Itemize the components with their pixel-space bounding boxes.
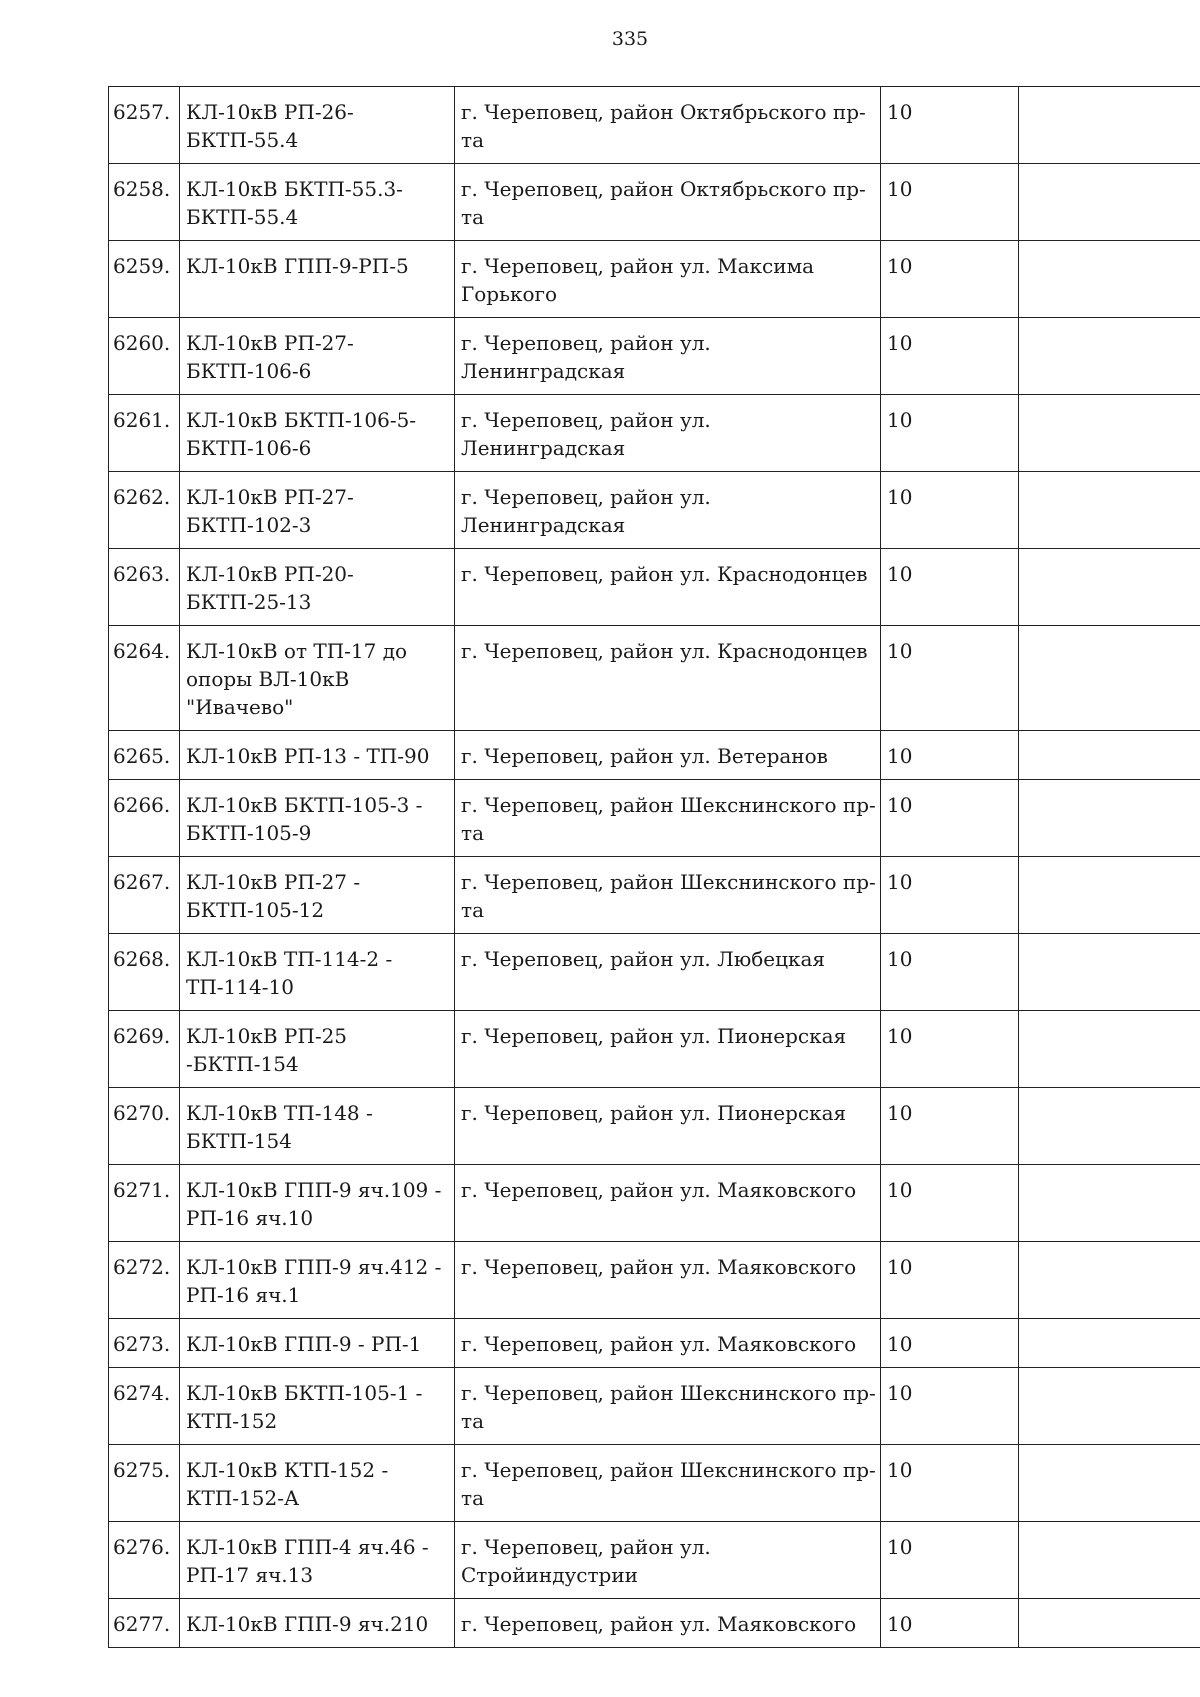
- line-location: г. Череповец, район ул. Ленинградская: [455, 395, 881, 472]
- table-row: [109, 164, 1200, 241]
- line-extra: [1019, 87, 1200, 164]
- line-name: КЛ-10кВ ГПП-9 - РП-1: [180, 1319, 455, 1368]
- line-voltage: 10: [881, 1165, 1019, 1242]
- table-row: [109, 1011, 1200, 1088]
- table-row: [109, 1599, 1200, 1648]
- line-location: г. Череповец, район ул. Пионерская: [455, 1088, 881, 1165]
- table-row: [109, 241, 1200, 318]
- line-name: КЛ-10кВ БКТП-55.3-БКТП-55.4: [180, 164, 455, 241]
- line-location: г. Череповец, район ул. Краснодонцев: [455, 549, 881, 626]
- row-number: 6260.: [109, 318, 180, 395]
- line-extra: [1019, 1165, 1200, 1242]
- line-location: г. Череповец, район ул. Любецкая: [455, 934, 881, 1011]
- line-voltage: 10: [881, 395, 1019, 472]
- line-location: г. Череповец, район ул. Маяковского: [455, 1242, 881, 1319]
- table-row: [109, 395, 1200, 472]
- line-name: КЛ-10кВ ГПП-9-РП-5: [180, 241, 455, 318]
- table-row: [109, 1242, 1200, 1319]
- line-extra: [1019, 1011, 1200, 1088]
- line-extra: [1019, 626, 1200, 731]
- row-number: 6267.: [109, 857, 180, 934]
- line-extra: [1019, 395, 1200, 472]
- table-row: [109, 1368, 1200, 1445]
- line-location: г. Череповец, район ул. Пионерская: [455, 1011, 881, 1088]
- line-extra: [1019, 1242, 1200, 1319]
- table-row: [109, 1445, 1200, 1522]
- line-name: КЛ-10кВ КТП-152 - КТП-152-А: [180, 1445, 455, 1522]
- line-location: г. Череповец, район Октябрьского пр-та: [455, 87, 881, 164]
- registry-table-body: [109, 87, 1200, 1648]
- line-name: КЛ-10кВ РП-20-БКТП-25-13: [180, 549, 455, 626]
- table-row: [109, 1522, 1200, 1599]
- line-name: КЛ-10кВ БКТП-105-3 - БКТП-105-9: [180, 780, 455, 857]
- row-number: 6271.: [109, 1165, 180, 1242]
- line-extra: [1019, 318, 1200, 395]
- line-location: г. Череповец, район Октябрьского пр-та: [455, 164, 881, 241]
- line-name: КЛ-10кВ РП-13 - ТП-90: [180, 731, 455, 780]
- line-extra: [1019, 1522, 1200, 1599]
- line-location: г. Череповец, район ул. Краснодонцев: [455, 626, 881, 731]
- row-number: 6274.: [109, 1368, 180, 1445]
- line-extra: [1019, 1319, 1200, 1368]
- line-voltage: 10: [881, 164, 1019, 241]
- line-extra: [1019, 934, 1200, 1011]
- line-extra: [1019, 1088, 1200, 1165]
- line-extra: [1019, 780, 1200, 857]
- table-row: [109, 1165, 1200, 1242]
- line-voltage: 10: [881, 1368, 1019, 1445]
- line-extra: [1019, 1368, 1200, 1445]
- line-voltage: 10: [881, 626, 1019, 731]
- line-extra: [1019, 241, 1200, 318]
- table-row: [109, 780, 1200, 857]
- page-number: 335: [611, 28, 649, 50]
- line-extra: [1019, 1445, 1200, 1522]
- line-extra: [1019, 164, 1200, 241]
- line-voltage: 10: [881, 1011, 1019, 1088]
- line-voltage: 10: [881, 1522, 1019, 1599]
- line-voltage: 10: [881, 1242, 1019, 1319]
- line-voltage: 10: [881, 549, 1019, 626]
- line-voltage: 10: [881, 87, 1019, 164]
- line-voltage: 10: [881, 1088, 1019, 1165]
- row-number: 6277.: [109, 1599, 180, 1648]
- line-location: г. Череповец, район ул. Ветеранов: [455, 731, 881, 780]
- line-voltage: 10: [881, 934, 1019, 1011]
- line-location: г. Череповец, район ул. Ленинградская: [455, 472, 881, 549]
- line-name: КЛ-10кВ ГПП-4 яч.46 - РП-17 яч.13: [180, 1522, 455, 1599]
- line-location: г. Череповец, район ул. Стройиндустрии: [455, 1522, 881, 1599]
- line-location: г. Череповец, район ул. Маяковского: [455, 1165, 881, 1242]
- line-extra: [1019, 549, 1200, 626]
- line-name: КЛ-10кВ РП-25 -БКТП-154: [180, 1011, 455, 1088]
- line-voltage: 10: [881, 1445, 1019, 1522]
- row-number: 6264.: [109, 626, 180, 731]
- line-name: КЛ-10кВ БКТП-105-1 - КТП-152: [180, 1368, 455, 1445]
- line-voltage: 10: [881, 857, 1019, 934]
- line-name: КЛ-10кВ ТП-148 - БКТП-154: [180, 1088, 455, 1165]
- row-number: 6257.: [109, 87, 180, 164]
- line-name: КЛ-10кВ РП-26-БКТП-55.4: [180, 87, 455, 164]
- table-row: [109, 857, 1200, 934]
- table-row: [109, 1319, 1200, 1368]
- line-name: КЛ-10кВ РП-27 - БКТП-105-12: [180, 857, 455, 934]
- line-extra: [1019, 472, 1200, 549]
- line-location: г. Череповец, район ул. Ленинградская: [455, 318, 881, 395]
- line-location: г. Череповец, район Шекснинского пр-та: [455, 1445, 881, 1522]
- table-row: [109, 472, 1200, 549]
- row-number: 6266.: [109, 780, 180, 857]
- line-voltage: 10: [881, 731, 1019, 780]
- line-voltage: 10: [881, 1319, 1019, 1368]
- line-name: КЛ-10кВ ГПП-9 яч.109 - РП-16 яч.10: [180, 1165, 455, 1242]
- table-row: [109, 549, 1200, 626]
- row-number: 6270.: [109, 1088, 180, 1165]
- line-name: КЛ-10кВ ГПП-9 яч.210: [180, 1599, 455, 1648]
- table-row: [109, 318, 1200, 395]
- line-location: г. Череповец, район ул. Маяковского: [455, 1599, 881, 1648]
- row-number: 6276.: [109, 1522, 180, 1599]
- table-row: [109, 934, 1200, 1011]
- line-voltage: 10: [881, 318, 1019, 395]
- line-location: г. Череповец, район Шекснинского пр-та: [455, 1368, 881, 1445]
- row-number: 6263.: [109, 549, 180, 626]
- line-voltage: 10: [881, 241, 1019, 318]
- row-number: 6261.: [109, 395, 180, 472]
- row-number: 6259.: [109, 241, 180, 318]
- row-number: 6269.: [109, 1011, 180, 1088]
- line-name: КЛ-10кВ БКТП-106-5-БКТП-106-6: [180, 395, 455, 472]
- table-row: [109, 626, 1200, 731]
- line-extra: [1019, 857, 1200, 934]
- table-row: [109, 87, 1200, 164]
- line-name: КЛ-10кВ РП-27-БКТП-106-6: [180, 318, 455, 395]
- row-number: 6272.: [109, 1242, 180, 1319]
- line-location: г. Череповец, район ул. Маяковского: [455, 1319, 881, 1368]
- row-number: 6275.: [109, 1445, 180, 1522]
- table-row: [109, 1088, 1200, 1165]
- line-name: КЛ-10кВ ТП-114-2 - ТП-114-10: [180, 934, 455, 1011]
- registry-table: [108, 86, 1200, 1648]
- line-name: КЛ-10кВ от ТП-17 до опоры ВЛ-10кВ "Ивачево": [180, 626, 455, 731]
- line-location: г. Череповец, район ул. Максима Горького: [455, 241, 881, 318]
- line-name: КЛ-10кВ ГПП-9 яч.412 - РП-16 яч.1: [180, 1242, 455, 1319]
- row-number: 6262.: [109, 472, 180, 549]
- line-voltage: 10: [881, 1599, 1019, 1648]
- row-number: 6268.: [109, 934, 180, 1011]
- table-row: [109, 731, 1200, 780]
- line-voltage: 10: [881, 780, 1019, 857]
- line-extra: [1019, 1599, 1200, 1648]
- line-name: КЛ-10кВ РП-27-БКТП-102-3: [180, 472, 455, 549]
- line-extra: [1019, 731, 1200, 780]
- line-location: г. Череповец, район Шекснинского пр-та: [455, 780, 881, 857]
- row-number: 6273.: [109, 1319, 180, 1368]
- line-voltage: 10: [881, 472, 1019, 549]
- line-location: г. Череповец, район Шекснинского пр-та: [455, 857, 881, 934]
- row-number: 6265.: [109, 731, 180, 780]
- row-number: 6258.: [109, 164, 180, 241]
